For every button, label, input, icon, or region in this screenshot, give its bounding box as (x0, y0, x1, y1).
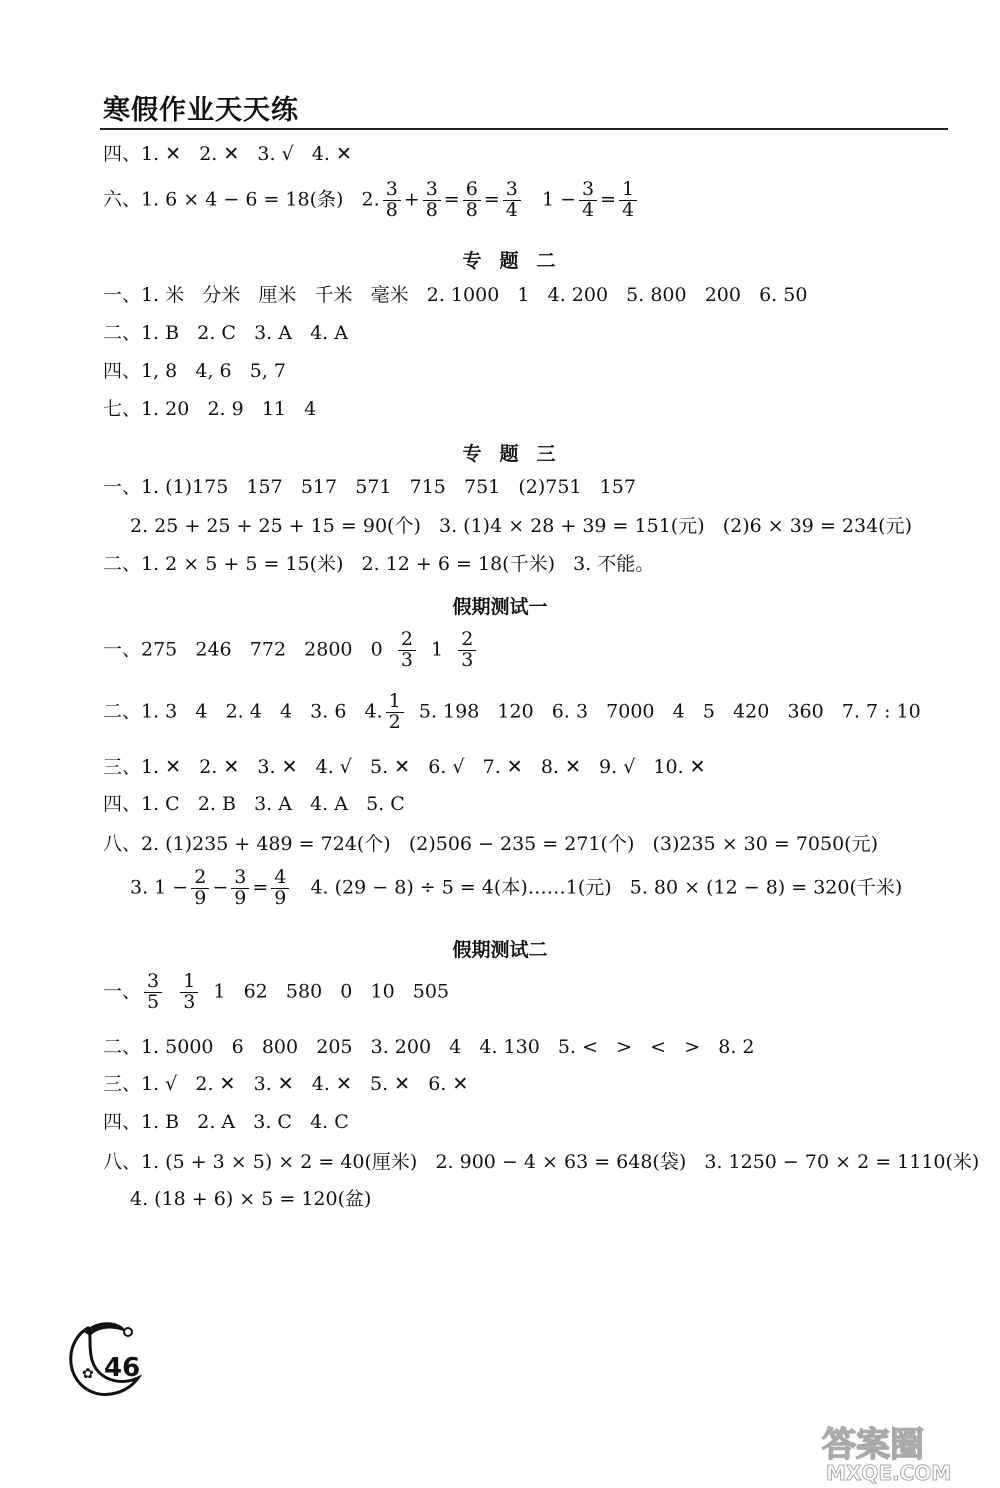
operator: = (443, 188, 460, 211)
answer-line: 七、1. 20 2. 9 11 4 (103, 398, 317, 420)
fraction: $\frac{1}{2}$ (386, 692, 404, 733)
answer-line: 八、1. (5 + 3 × 5) × 2 = 40(厘米) 2. 900 − 4 × 63 = 648(袋) 3. 1250 − 70 × 2 = 1110(米) (103, 1151, 980, 1173)
fraction: $\frac{1}{3}$ (180, 972, 198, 1013)
answer-line: 二、1. B 2. C 3. A 4. A (103, 322, 348, 344)
answer-line: 四、1. ✕ 2. ✕ 3. √ 4. ✕ (103, 143, 352, 165)
answer-line (103, 630, 479, 671)
section-title: 假期测试二 (452, 939, 548, 961)
answer-line (103, 180, 640, 221)
answer-text: 一、275 246 772 2800 0 (103, 638, 383, 661)
answer-text: 5. 198 120 6. 3 7000 4 5 420 360 7. 7 : 10 (418, 700, 921, 723)
answer-line: 4. (18 + 6) × 5 = 120(盆) (130, 1188, 372, 1210)
operator: = (483, 188, 500, 211)
svg-text:✿: ✿ (82, 1366, 94, 1382)
answer-line: 三、1. √ 2. ✕ 3. ✕ 4. ✕ 5. ✕ 6. ✕ (103, 1073, 469, 1095)
fraction: $\frac{4}{9}$ (271, 868, 289, 909)
header-title: 寒假作业天天练 (103, 95, 299, 126)
svg-text:MXQE.COM: MXQE.COM (826, 1461, 952, 1484)
answer-line: 一、1. 米 分米 厘米 千米 毫米 2. 1000 1 4. 200 5. 800 200 6. 50 (103, 284, 808, 306)
answer-text: 二、1. 3 4 2. 4 4 3. 6 4. (103, 700, 383, 723)
answer-text: 1 − (541, 188, 577, 211)
fraction: $\frac{3}{8}$ (383, 180, 401, 221)
answer-text: 1 62 580 0 10 505 (213, 980, 450, 1003)
svg-text:答案圈: 答案圈 (822, 1425, 924, 1465)
answer-line: 2. 25 + 25 + 25 + 15 = 90(个) 3. (1)4 × 28 + 39 = 151(元) (2)6 × 39 = 234(元) (130, 515, 912, 537)
watermark (818, 1418, 998, 1488)
operator: − (212, 876, 229, 899)
fraction: $\frac{3}{4}$ (579, 180, 597, 221)
operator: = (600, 188, 617, 211)
fraction: $\frac{6}{8}$ (463, 180, 481, 221)
answer-text: 一、 (103, 980, 142, 1003)
answer-line (130, 868, 902, 909)
answer-text: 1 (431, 638, 444, 661)
fraction: $\frac{1}{4}$ (619, 180, 637, 221)
section-title: 专题三 (462, 443, 574, 465)
fraction: $\frac{3}{5}$ (144, 972, 162, 1013)
answer-text: 3. 1 − (130, 876, 189, 899)
page-number: 46 (104, 1353, 141, 1383)
watermark-logo (818, 1418, 998, 1484)
answer-line: 八、2. (1)235 + 489 = 724(个) (2)506 − 235 = 271(个) (3)235 × 30 = 7050(元) (103, 833, 879, 855)
answer-line: 四、1, 8 4, 6 5, 7 (103, 360, 287, 382)
fraction: $\frac{3}{8}$ (423, 180, 441, 221)
operator: + (403, 188, 420, 211)
fraction: $\frac{3}{4}$ (503, 180, 521, 221)
header-rule (100, 128, 948, 130)
fraction: $\frac{3}{9}$ (231, 868, 249, 909)
answer-line: 一、1. (1)175 157 517 571 715 751 (2)751 157 (103, 476, 636, 498)
page-number-badge (62, 1320, 152, 1402)
section-title: 专题二 (462, 250, 574, 272)
answer-text: 六、1. 6 × 4 − 6 = 18(条) 2. (103, 188, 380, 211)
answer-line: 四、1. C 2. B 3. A 4. A 5. C (103, 793, 405, 815)
section-title: 假期测试一 (452, 596, 548, 618)
answer-line: 四、1. B 2. A 3. C 4. C (103, 1111, 349, 1133)
moon-icon (62, 1320, 152, 1398)
answer-line: 二、1. 2 × 5 + 5 = 15(米) 2. 12 + 6 = 18(千米) 3. 不能。 (103, 553, 655, 575)
answer-line (103, 972, 449, 1013)
fraction: $\frac{2}{3}$ (398, 630, 416, 671)
answer-line: 三、1. ✕ 2. ✕ 3. ✕ 4. √ 5. ✕ 6. √ 7. ✕ 8. ✕ 9. √ 10. ✕ (103, 756, 706, 778)
fraction: $\frac{2}{3}$ (458, 630, 476, 671)
operator: = (252, 876, 269, 899)
answer-line: 二、1. 5000 6 800 205 3. 200 4 4. 130 5. < > < > 8. 2 (103, 1036, 755, 1058)
answer-text: 4. (29 − 8) ÷ 5 = 4(本)……1(元) 5. 80 × (12 − 8) = 320(千米) (310, 876, 903, 899)
answer-line (103, 692, 921, 733)
fraction: $\frac{2}{9}$ (191, 868, 209, 909)
